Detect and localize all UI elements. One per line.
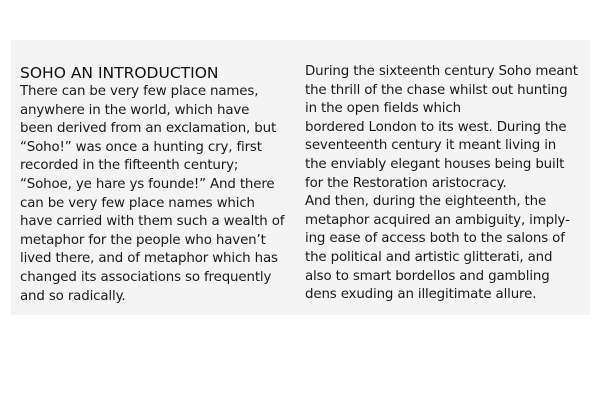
text-line: ing ease of access both to the salons of (305, 231, 565, 247)
text-line: the thrill of the chase whilst out hunting (305, 82, 568, 98)
text-line: have carried with them such a wealth of (20, 214, 285, 230)
text-line: in the open fields which (305, 101, 461, 117)
text-line: “Soho!” was once a hunting cry, first (20, 139, 262, 155)
text-line: dens exuding an illegitimate allure. (305, 287, 537, 303)
text-line: been derived from an exclamation, but (20, 121, 277, 137)
text-line: for the Restoration aristocracy. (305, 175, 507, 191)
text-line: bordered London to its west. During the (305, 119, 567, 135)
text-line: metaphor for the people who haven’t (20, 232, 266, 248)
text-line: seventeenth century it meant living in (305, 138, 557, 154)
text-line: changed its associations so frequently (20, 269, 272, 285)
text-line: can be very few place names which (20, 195, 255, 211)
left-column (20, 63, 284, 306)
text-line: recorded in the fifteenth century; (20, 158, 239, 174)
text-line: anywhere in the world, which have (20, 102, 250, 118)
text-line: the political and artistic glitterati, and (305, 249, 553, 265)
article-title: SOHO AN INTRODUCTION (20, 64, 219, 82)
right-column (305, 63, 578, 305)
text-line: lived there, and of metaphor which has (20, 251, 278, 267)
text-line: the enviably elegant houses being built (305, 156, 565, 172)
text-line: and so radically. (20, 288, 126, 304)
text-line: “Sohoe, ye hare ys founde!” And there (20, 176, 275, 192)
text-line: also to smart bordellos and gambling (305, 268, 550, 284)
text-line: And then, during the eighteenth, the (305, 194, 547, 210)
text-line: There can be very few place names, (20, 84, 259, 99)
text-line: metaphor acquired an ambiguity, imply- (305, 212, 570, 228)
text-line: During the sixteenth century Soho meant (305, 64, 578, 79)
